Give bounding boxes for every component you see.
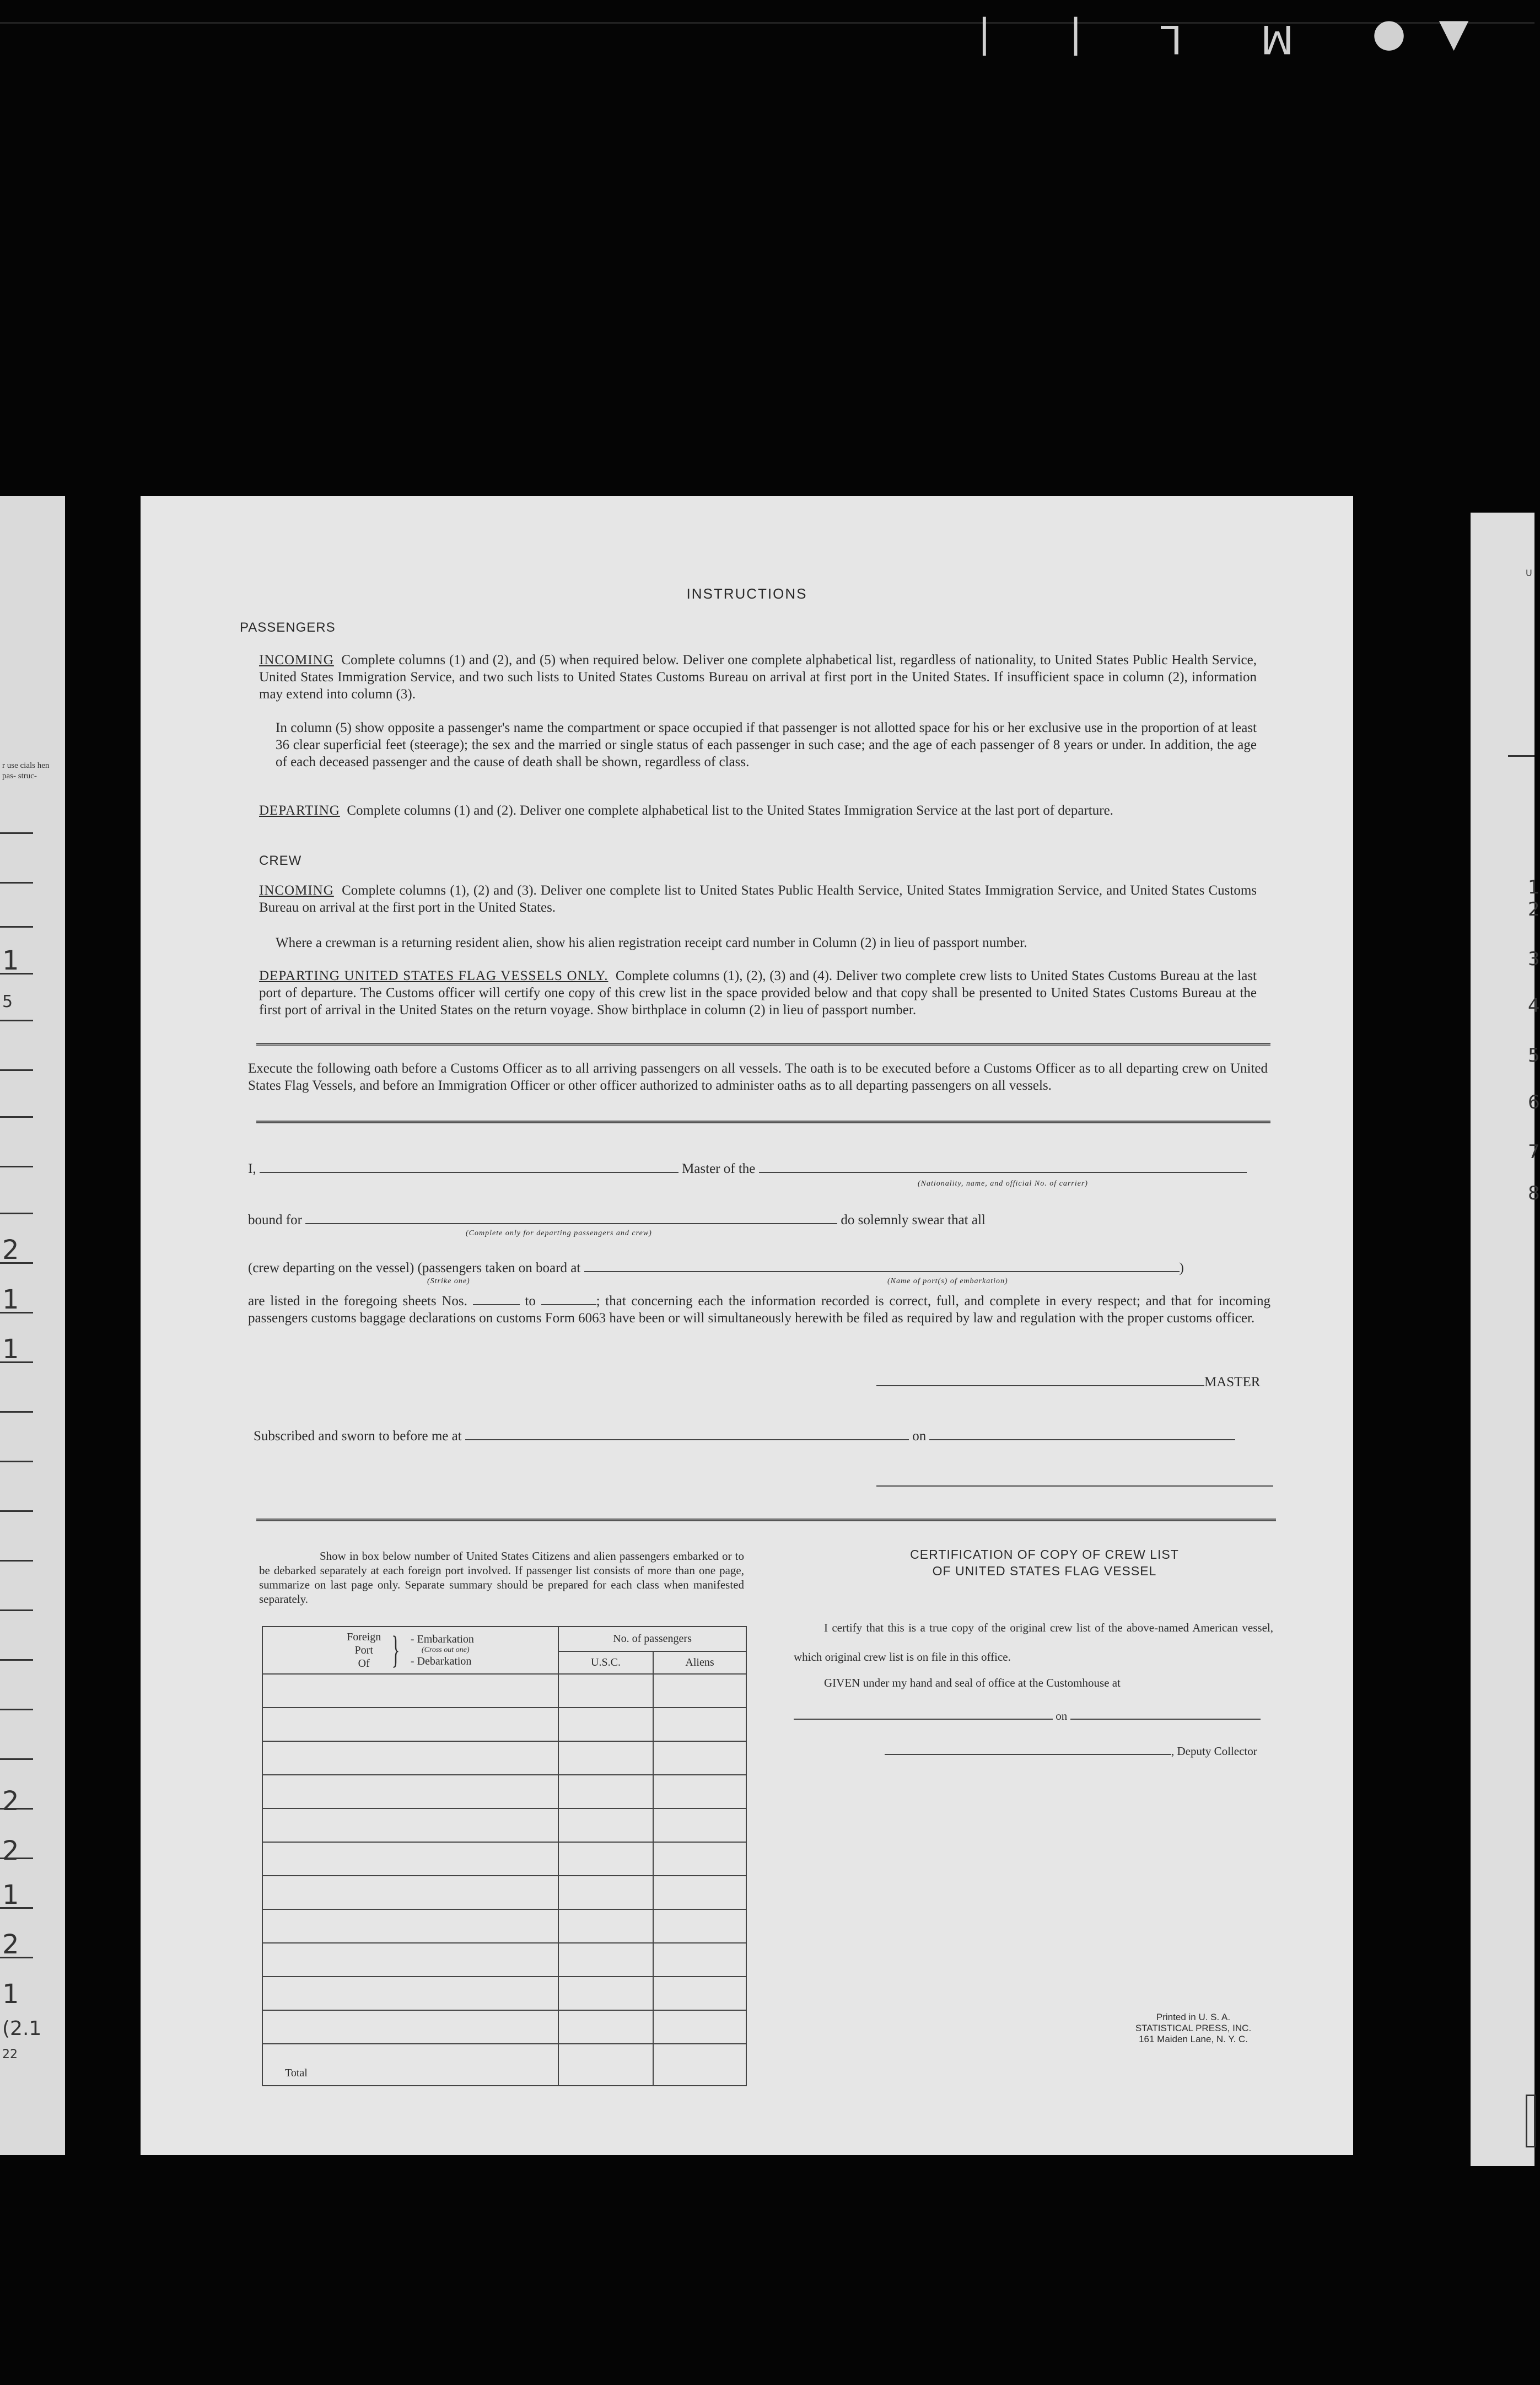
master-label: MASTER — [1204, 1375, 1261, 1390]
right-strip-box — [1526, 2095, 1536, 2147]
handwritten-mark: 1 — [2, 945, 19, 976]
table-row — [262, 1741, 746, 1775]
left-strip-rule — [0, 1069, 33, 1071]
officer-signature-line[interactable] — [876, 1485, 1273, 1487]
oath-line-embark — [248, 1259, 1270, 1277]
left-strip-rule — [0, 882, 33, 884]
handwritten-mark: 1 — [2, 1979, 19, 2010]
handwritten-mark: 2 — [2, 1929, 19, 1960]
sheet-from-field[interactable] — [473, 1304, 520, 1305]
left-strip-rule — [0, 1411, 33, 1413]
sheet-to-field[interactable] — [541, 1304, 596, 1305]
certification-on: on — [1056, 1709, 1068, 1722]
usc-cell[interactable] — [558, 1842, 653, 1876]
aliens-total-cell[interactable] — [653, 2044, 746, 2086]
customhouse-field[interactable] — [794, 1719, 1053, 1720]
aliens-cell[interactable] — [653, 1674, 746, 1708]
port-cell[interactable] — [262, 1708, 558, 1741]
crew-incoming-text: Complete columns (1), (2) and (3). Deliver one complete list to United States Public Health Service, United States Immigration Service, and United States Customs Bureau on arrival at the first port in the United States. — [259, 883, 1257, 915]
carrier-field[interactable] — [759, 1172, 1247, 1173]
port-cell[interactable] — [262, 1943, 558, 1977]
certification-title — [835, 1546, 1254, 1579]
port-label: Port — [354, 1644, 373, 1656]
embarkation-label: - Embarkation — [410, 1633, 474, 1645]
port-cell[interactable] — [262, 1876, 558, 1909]
crew-departing-text: Complete columns (1), (2), (3) and (4). Deliver two complete crew lists to United States Customs Bureau at the last port of departure. The Customs officer will certify one copy of this crew list in the space provided below and that copy shall be presented to United States Customs Bureau at the first port of arrival in the United States on the return voyage. Show birthplace in column (2) in lieu of passport number. — [259, 968, 1257, 1017]
crew-departing-paragraph — [259, 967, 1257, 1019]
summary-instructions: Show in box below number of United States Citizens and alien passengers embarked or to be debarked separately at each foreign port involved. If passenger list consists of more than one page, summarize on last page only. Separate summary should be prepared for each class when manifested separately. — [259, 1549, 744, 1606]
port-cell[interactable] — [262, 1909, 558, 1943]
cross-out-label: (Cross out one) — [421, 1646, 470, 1654]
passengers-incoming-paragraph — [259, 652, 1257, 703]
form-page — [141, 496, 1353, 2155]
subscribed-on: on — [912, 1429, 927, 1444]
certification-date-field[interactable] — [1070, 1719, 1261, 1720]
handwritten-mark: 1 — [2, 1284, 19, 1315]
right-strip-number: 6 — [1528, 1091, 1540, 1113]
ports-caption: (Name of port(s) of embarkation) — [887, 1277, 1008, 1285]
printer-imprint — [1111, 2012, 1276, 2045]
usc-cell[interactable] — [558, 1977, 653, 2010]
aliens-header: Aliens — [653, 1651, 746, 1674]
right-strip-number: 2 — [1528, 898, 1540, 920]
right-strip-number: 7 — [1528, 1141, 1540, 1163]
right-strip-number: U — [1526, 568, 1532, 578]
table-row — [262, 1977, 746, 2010]
left-strip-rule — [0, 832, 33, 834]
printer-address: 161 Maiden Lane, N. Y. C. — [1139, 2034, 1248, 2044]
handwritten-mark: (2.1 — [2, 2017, 42, 2040]
usc-cell[interactable] — [558, 1876, 653, 1909]
oath-line-master — [248, 1160, 1270, 1177]
film-frame-mark: ▲● M L | | — [944, 17, 1468, 62]
instructions-title: INSTRUCTIONS — [686, 585, 807, 602]
left-strip-rule — [0, 1560, 33, 1562]
oath-rest: ; that concerning each the information recorded is correct, full, and complete in every respect; and that for incoming passengers customs baggage declarations on customs Form 6063 have been or will simultaneously herewith be filed as required by law and regulation with the proper customs officer. — [248, 1294, 1271, 1326]
oath-listed-paragraph — [248, 1293, 1270, 1327]
aliens-cell[interactable] — [653, 1977, 746, 2010]
port-cell[interactable] — [262, 1674, 558, 1708]
of-label: Of — [358, 1657, 370, 1670]
certification-given: GIVEN under my hand and seal of office at the Customhouse at — [824, 1676, 1121, 1689]
aliens-cell[interactable] — [653, 1775, 746, 1808]
master-signature-field[interactable] — [876, 1385, 1204, 1386]
oath-bound-for: bound for — [248, 1213, 302, 1228]
table-row — [262, 1876, 746, 1909]
left-strip-rule — [0, 1116, 33, 1118]
crew-incoming-label: INCOMING — [259, 883, 334, 898]
left-strip-rule — [0, 1758, 33, 1760]
oath-swear: do solemnly swear that all — [841, 1213, 986, 1228]
port-header-cell — [262, 1627, 558, 1674]
brace: } — [391, 1629, 400, 1671]
aliens-cell[interactable] — [653, 1909, 746, 1943]
oath-to: to — [525, 1294, 536, 1309]
usc-cell[interactable] — [558, 1775, 653, 1808]
table-row — [262, 1943, 746, 1977]
usc-cell[interactable] — [558, 2010, 653, 2044]
certification-text: I certify that this is a true copy of the original crew list of the above-named American vessel, which original crew list is on file in this office. — [794, 1621, 1273, 1663]
aliens-cell[interactable] — [653, 1741, 746, 1775]
certification-title-line1: CERTIFICATION OF COPY OF CREW LIST — [910, 1547, 1179, 1562]
right-strip-number: 4 — [1528, 995, 1540, 1017]
left-strip-rule — [0, 1461, 33, 1462]
subscribed-place-field[interactable] — [465, 1439, 909, 1440]
right-adjacent-page — [1471, 513, 1540, 2166]
table-row — [262, 1708, 746, 1741]
table-row — [262, 2010, 746, 2044]
left-strip-rule — [0, 1659, 33, 1661]
subscribed-label: Subscribed and sworn to before me at — [254, 1429, 462, 1444]
deputy-collector-line — [885, 1743, 1257, 1760]
crew-heading: CREW — [259, 853, 302, 868]
left-strip-rule — [0, 1709, 33, 1710]
port-cell[interactable] — [262, 1977, 558, 2010]
passengers-column5-paragraph: In column (5) show opposite a passenger's name the compartment or space occupied if that passenger is not allotted space for his or her exclusive use in the proportion of at least 36 clear superficial feet (steerage); the sex and the married or single status of each passenger in such case; and the age of each passenger of 8 years or under. In addition, the age of each deceased passenger and the cause of death shall be shown, regardless of class. — [276, 720, 1257, 769]
crew-resident-paragraph: Where a crewman is a returning resident alien, show his alien registration receipt card number in Column (2) in lieu of passport number. — [276, 935, 1027, 950]
crew-departing-label: DEPARTING UNITED STATES FLAG VESSELS ONLY. — [259, 968, 609, 983]
deputy-collector-label: , Deputy Collector — [1171, 1745, 1257, 1758]
ports-field[interactable] — [584, 1271, 1180, 1272]
table-row — [262, 1842, 746, 1876]
right-strip-rule — [1508, 755, 1534, 757]
table-row — [262, 1775, 746, 1808]
aliens-cell[interactable] — [653, 1842, 746, 1876]
destination-field[interactable] — [305, 1223, 837, 1224]
printer-name: STATISTICAL PRESS, INC. — [1135, 2023, 1252, 2033]
passengers-departing-text: Complete columns (1) and (2). Deliver one complete alphabetical list to the United States Immigration Service at the last port of departure. — [347, 803, 1113, 818]
oath-listed-in: are listed in the foregoing sheets Nos. — [248, 1294, 467, 1309]
bound-caption: (Complete only for departing passengers and crew) — [466, 1229, 652, 1237]
subscribed-line — [254, 1428, 1273, 1445]
crew-incoming-paragraph — [259, 882, 1257, 916]
carrier-caption: (Nationality, name, and official No. of carrier) — [918, 1180, 1088, 1188]
right-strip-number: 3 — [1528, 948, 1540, 970]
double-rule — [256, 1043, 1270, 1046]
aliens-cell[interactable] — [653, 2010, 746, 2044]
total-label: Total — [262, 2044, 558, 2086]
printed-in-usa: Printed in U. S. A. — [1156, 2012, 1231, 2022]
no-of-passengers-header: No. of passengers — [558, 1627, 746, 1651]
left-strip-rule — [0, 926, 33, 928]
strike-caption: (Strike one) — [427, 1277, 470, 1285]
subscribed-date-field[interactable] — [929, 1439, 1235, 1440]
left-adjacent-page — [0, 496, 65, 2155]
left-strip-rule — [0, 1510, 33, 1512]
passenger-summary-table — [262, 1626, 747, 2086]
usc-total-cell[interactable] — [558, 2044, 653, 2086]
usc-cell[interactable] — [558, 1909, 653, 1943]
handwritten-mark: 5 — [2, 992, 13, 1011]
oath-i: I, — [248, 1161, 256, 1176]
left-strip-rule — [0, 1166, 33, 1167]
oath-intro: Execute the following oath before a Customs Officer as to all arriving passengers on all vessels. The oath is to be executed before a Customs Officer as to all departing crew on United States Flag Vessels, and before an Immigration Officer or other officer authorized to administer oaths as to all departing passengers on all vessels. — [248, 1061, 1268, 1093]
passengers-incoming-text: Complete columns (1) and (2), and (5) when required below. Deliver one complete alphabetical list, regardless of nationality, to United States Public Health Service, United States Immigration Service, and two such lists to United States Customs Bureau on arrival at first port in the United States. If insufficient space in column (2), information may extend into column (3). — [259, 653, 1257, 702]
aliens-cell[interactable] — [653, 1876, 746, 1909]
oath-master-of-the: Master of the — [682, 1161, 756, 1176]
right-strip-number: 1 — [1528, 876, 1540, 898]
port-cell[interactable] — [262, 1842, 558, 1876]
double-rule — [256, 1121, 1270, 1123]
debarkation-label: - Debarkation — [410, 1655, 472, 1667]
handwritten-mark: 1 — [2, 1880, 19, 1910]
table-row — [262, 1674, 746, 1708]
table-row — [262, 1808, 746, 1842]
usc-cell[interactable] — [558, 1674, 653, 1708]
passengers-departing-label: DEPARTING — [259, 803, 340, 818]
usc-cell[interactable] — [558, 1741, 653, 1775]
left-strip-rule — [0, 1020, 33, 1021]
usc-cell[interactable] — [558, 1708, 653, 1741]
aliens-cell[interactable] — [653, 1708, 746, 1741]
table-row — [262, 1909, 746, 1943]
master-signature-line — [876, 1374, 1260, 1391]
handwritten-mark: 22 — [2, 2048, 18, 2061]
passengers-heading: PASSENGERS — [240, 620, 336, 635]
oath-close-paren: ) — [1179, 1261, 1184, 1275]
port-cell[interactable] — [262, 2010, 558, 2044]
handwritten-mark: 1 — [2, 1334, 19, 1365]
right-strip-number: 5 — [1528, 1045, 1540, 1067]
usc-cell[interactable] — [558, 1808, 653, 1842]
certification-title-line2: OF UNITED STATES FLAG VESSEL — [932, 1564, 1157, 1578]
foreign-label: Foreign — [347, 1631, 381, 1643]
port-cell[interactable] — [262, 1808, 558, 1842]
deputy-signature-field[interactable] — [885, 1754, 1171, 1755]
handwritten-mark: 2 — [2, 1786, 19, 1817]
double-rule — [256, 1519, 1276, 1521]
oath-crew-departing: (crew departing on the vessel) (passengers taken on board at — [248, 1261, 581, 1275]
usc-header: U.S.C. — [558, 1651, 653, 1674]
handwritten-mark: 2 — [2, 1235, 19, 1266]
port-cell[interactable] — [262, 1775, 558, 1808]
port-cell[interactable] — [262, 1741, 558, 1775]
aliens-cell[interactable] — [653, 1808, 746, 1842]
usc-cell[interactable] — [558, 1943, 653, 1977]
master-name-field[interactable] — [260, 1172, 679, 1173]
left-strip-text: r use cials hen pas- struc- — [2, 761, 50, 780]
certification-on-line — [794, 1708, 1261, 1725]
passengers-incoming-label: INCOMING — [259, 653, 334, 667]
right-strip-number: 8 — [1528, 1182, 1540, 1204]
total-row — [262, 2044, 746, 2086]
aliens-cell[interactable] — [653, 1943, 746, 1977]
oath-line-bound — [248, 1212, 1270, 1229]
passengers-departing-paragraph — [259, 802, 1257, 819]
left-strip-rule — [0, 1213, 33, 1214]
handwritten-mark: 2 — [2, 1835, 19, 1866]
left-strip-rule — [0, 1609, 33, 1611]
